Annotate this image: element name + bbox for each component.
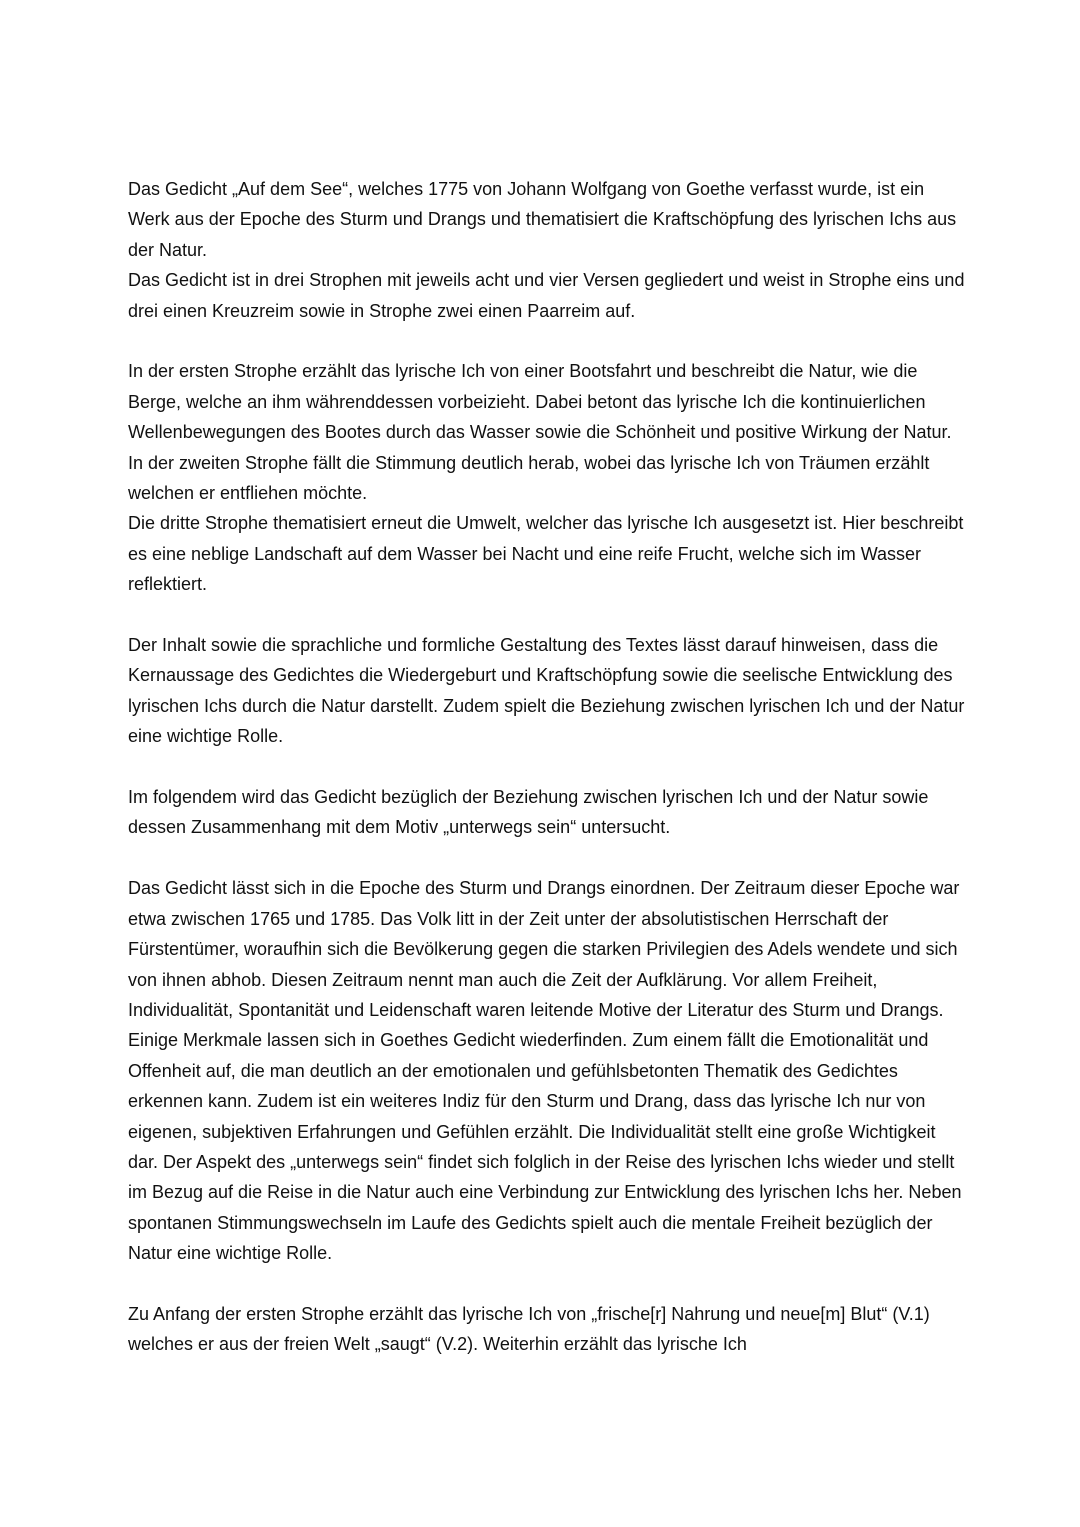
paragraph-structure: Das Gedicht ist in drei Strophen mit jeweils acht und vier Versen gegliedert und weist in Strophe eins und drei einen Kreuzreim sowie in Strophe zwei einen Paarreim auf. bbox=[128, 270, 965, 321]
paragraph-stanza-two: In der zweiten Strophe fällt die Stimmung deutlich herab, wobei das lyrische Ich von Träumen erzählt welchen er entfliehen möchte. bbox=[128, 452, 930, 504]
paragraph-thesis: Der Inhalt sowie die sprachliche und formliche Gestaltung des Textes lässt darauf hinweisen, dass die Kernaussage des Gedichtes die Wiedergeburt und Kraftschöpfung sowie die seelische Entwicklung des lyrischen Ichs durch die Natur darstellt. Zudem spielt die Beziehung zwischen lyrischen Ich und der Natur eine wichtige Rolle. bbox=[128, 635, 965, 747]
paragraph-intro: Das Gedicht „Auf dem See“, welches 1775 von Johann Wolfgang von Goethe verfasst wurde, ist ein Werk aus der Epoche des Sturm und Drangs und thematisiert die Kraftschöpfung des lyrischen Ichs aus der Natur. bbox=[128, 179, 957, 260]
paragraph-stanza-three: Die dritte Strophe thematisiert erneut die Umwelt, welcher das lyrische Ich ausgesetzt ist. Hier beschreibt es eine neblige Landschaft auf dem Wasser bei Nacht und eine reife Frucht, welche sich im Wasser reflektiert. bbox=[128, 513, 964, 595]
paragraph-epoch: Das Gedicht lässt sich in die Epoche des Sturm und Drangs einordnen. Der Zeitraum dieser Epoche war etwa zwischen 1765 und 1785. Das Volk litt in der Zeit unter der absolutistischen Herrschaft der Fürstentümer, woraufhin sich die Bevölkerung gegen die starken Privilegien des Adels wendete und sich von ihnen abhob. Diesen Zeitraum nennt man auch die Zeit der Aufklärung. Vor allem Freiheit, Individualität, Spontanität und Leidenschaft waren leitende Motive der Literatur des Sturm und Drangs. Einige Merkmale lassen sich in Goethes Gedicht wiederfinden. Zum einem fällt die Emotionalität und Offenheit auf, die man deutlich an der emotionalen und gefühlsbetonten Thematik des Gedichtes erkennen kann. Zudem ist ein weiteres Indiz für den Sturm und Drang, dass das lyrische Ich nur von eigenen, subjektiven Erfahrungen und Gefühlen erzählt. Die Individualität stellt eine große Wichtigkeit dar. Der Aspekt des „unterwegs sein“ findet sich folglich in der Reise des lyrischen Ichs wieder und stellt im Bezug auf die Reise in die Natur auch eine Verbindung zur Entwicklung des lyrischen Ichs her. Neben spontanen Stimmungswechseln im Laufe des Gedichts spielt auch die mentale Freiheit bezüglich der Natur eine wichtige Rolle. bbox=[128, 878, 962, 1264]
paragraph-gap bbox=[128, 600, 968, 630]
paragraph-gap bbox=[128, 1269, 968, 1299]
paragraph-gap bbox=[128, 843, 968, 873]
paragraph-gap bbox=[128, 326, 968, 356]
paragraph-gap bbox=[128, 752, 968, 782]
paragraph-analysis-start: Zu Anfang der ersten Strophe erzählt das lyrische Ich von „frische[r] Nahrung und neue[m] Blut“ (V.1) welches er aus der freien Welt „saugt“ (V.2). Weiterhin erzählt das lyrische Ich bbox=[128, 1303, 930, 1355]
document-page bbox=[128, 174, 968, 1360]
paragraph-stanza-one: In der ersten Strophe erzählt das lyrische Ich von einer Bootsfahrt und beschreibt die Natur, wie die Berge, welche an ihm währenddessen vorbeizieht. Dabei betont das lyrische Ich die kontinuierlichen Wellenbewegungen des Bootes durch das Wasser sowie die Schönheit und positive Wirkung der Natur. bbox=[128, 361, 952, 443]
paragraph-outline: Im folgendem wird das Gedicht bezüglich der Beziehung zwischen lyrischen Ich und der Natur sowie dessen Zusammenhang mit dem Motiv „unterwegs sein“ untersucht. bbox=[128, 787, 929, 838]
